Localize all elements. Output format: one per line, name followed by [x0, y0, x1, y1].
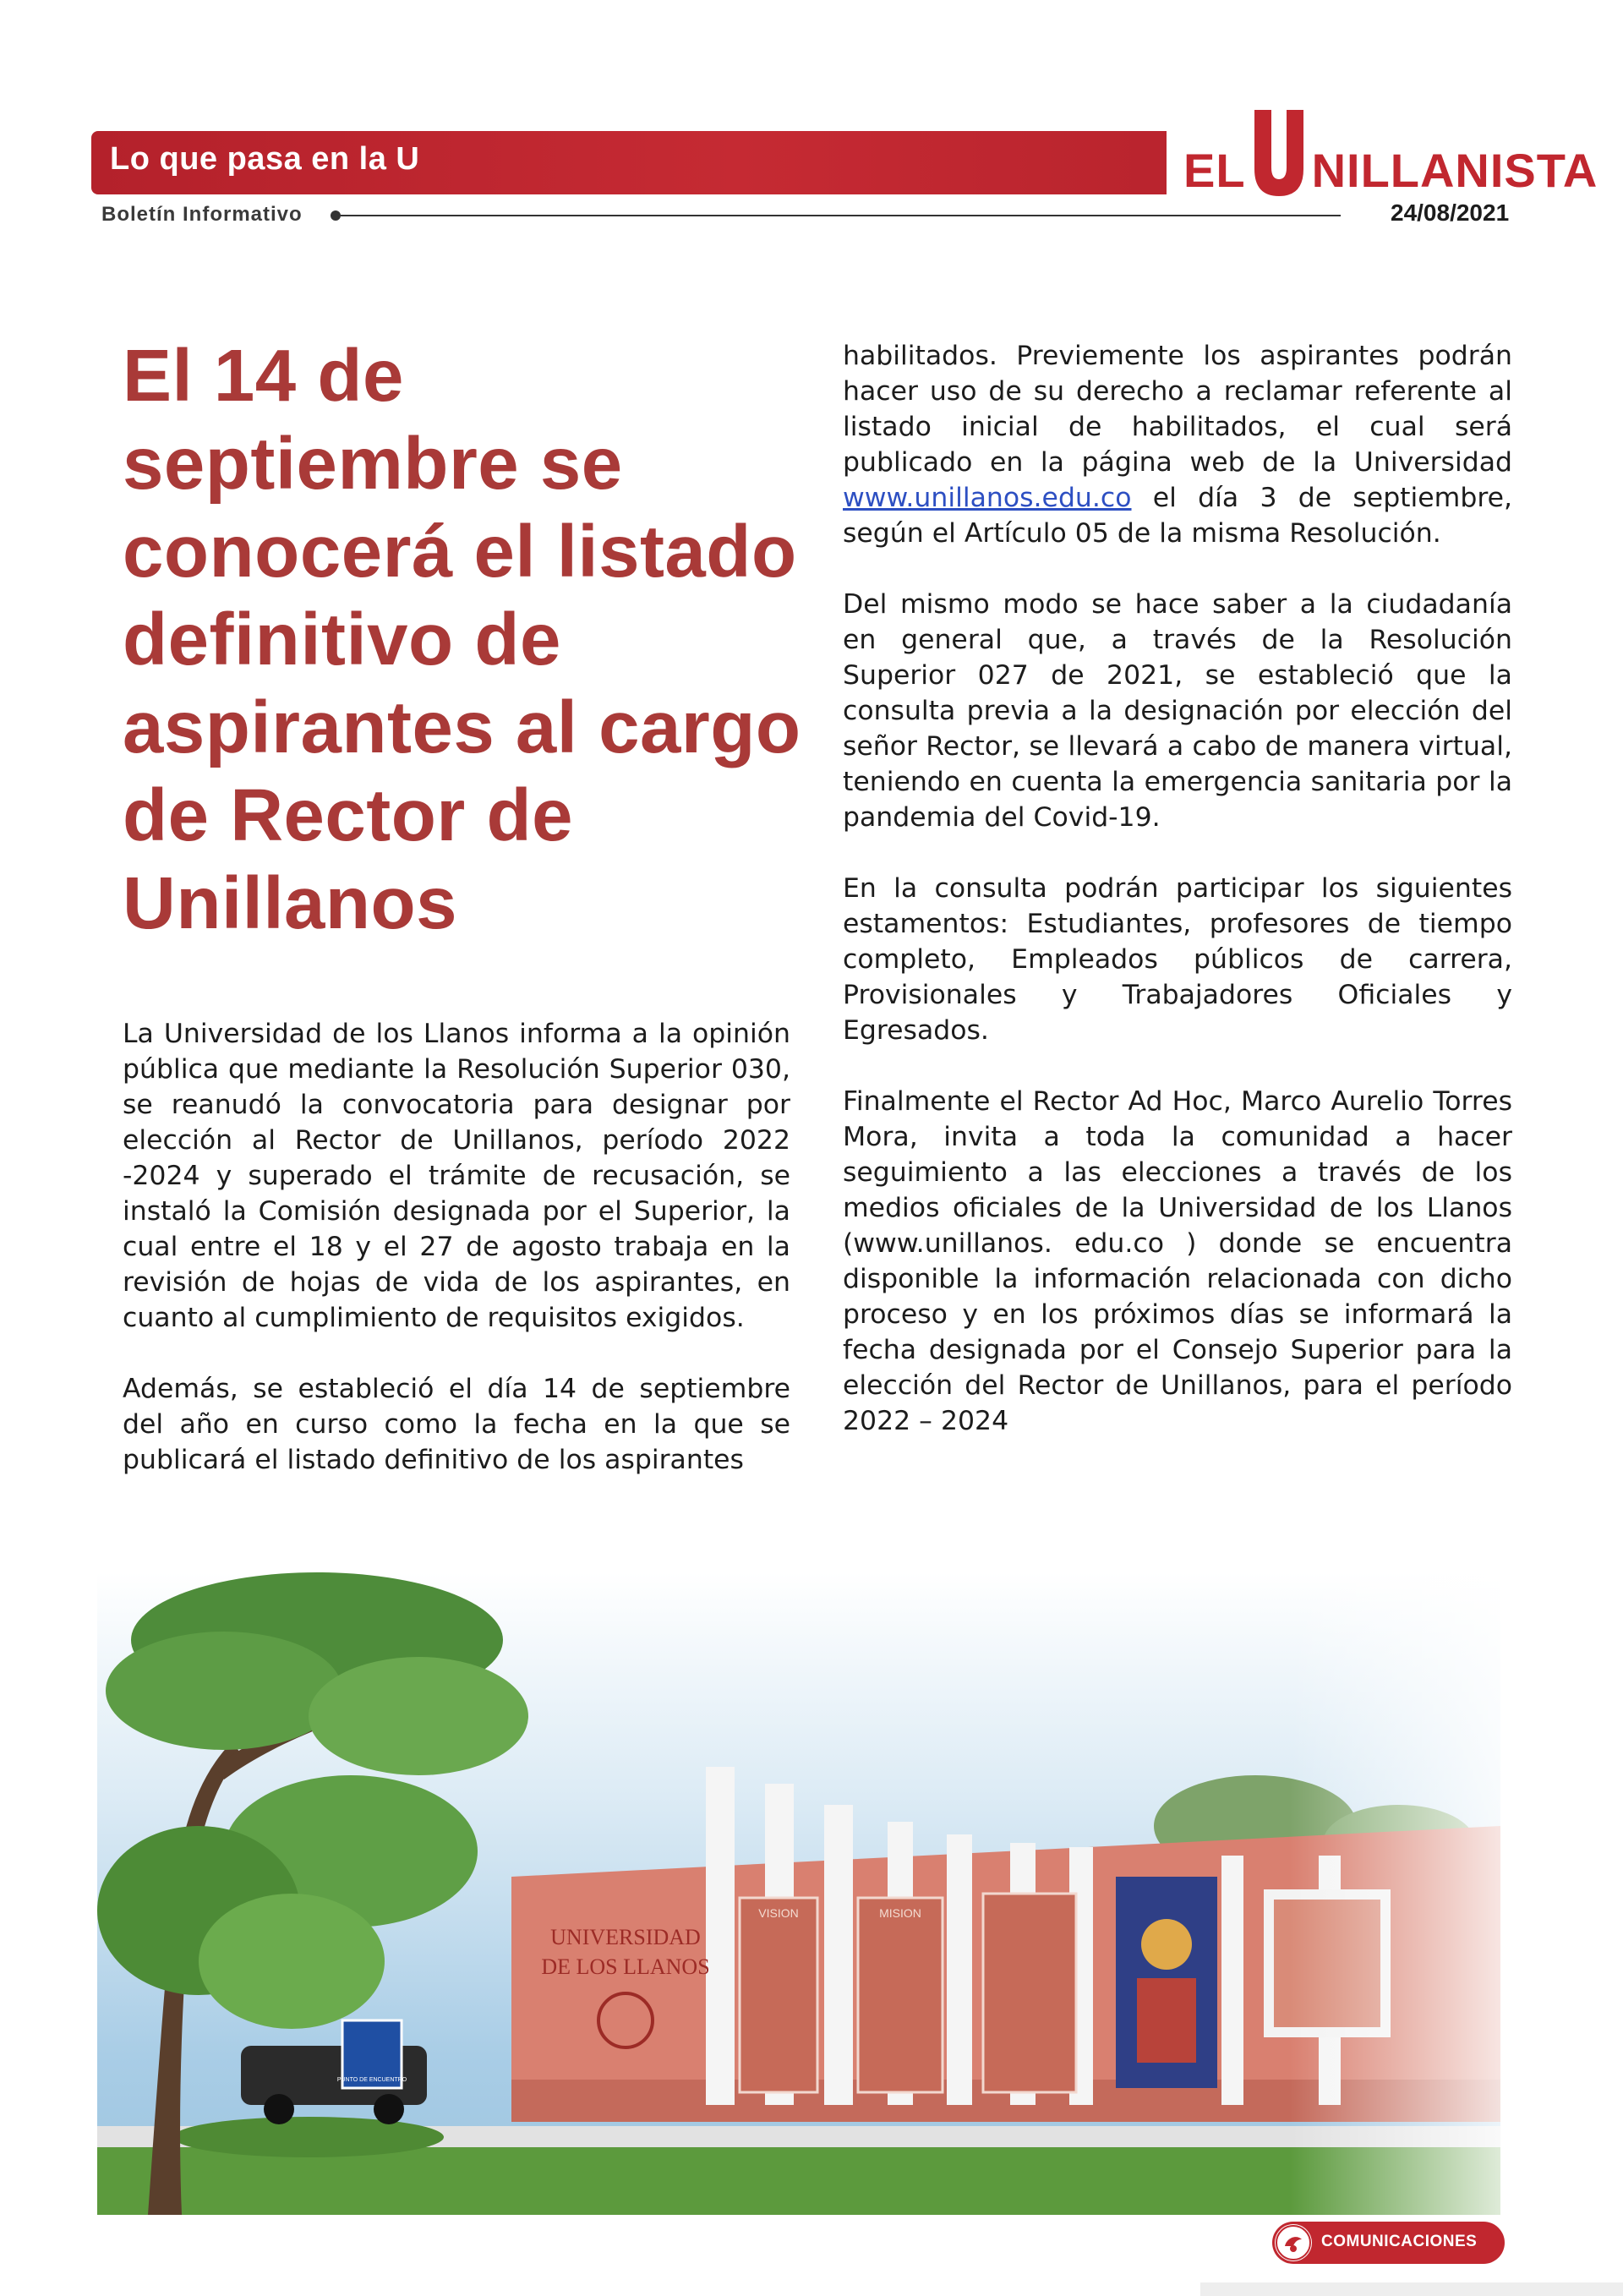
article-paragraph	[843, 338, 1512, 551]
article-paragraph: En la consulta podrán participar los siguientes estamentos: Estudiantes, profesores de tiempo completo, Empleados públicos de carrera, Provisionales y Trabajadores Oficiales y Egresados.	[843, 873, 1512, 1046]
university-website-link[interactable]: www.unillanos.edu.co	[843, 483, 1132, 513]
comunicaciones-badge	[1272, 2222, 1505, 2264]
article-paragraph: Finalmente el Rector Ad Hoc, Marco Aurelio Torres Mora, invita a toda la comunidad a hacer seguimiento a las elecciones a través de los medios oficiales de la Universidad de los Llanos (www.unillanos. edu.co ) donde se encuentra disponible la información relacionada con dicho proceso y en los próximos días se informará la fecha designada por el Consejo Superior para la elección del Rector de Unillanos, para el período 2022 – 2024	[843, 1086, 1512, 1436]
section-title: Lo que pasa en la U	[110, 141, 420, 177]
issue-date: 24/08/2021	[1391, 200, 1510, 226]
page-corner-shade	[1200, 2282, 1623, 2296]
logo-text-right: NILLANISTA	[1311, 144, 1598, 197]
comunicaciones-label: COMUNICACIONES	[1321, 2233, 1478, 2250]
right-fade	[97, 1572, 1500, 2215]
campus-photo	[97, 1572, 1500, 2215]
subtitle-dot	[331, 210, 341, 221]
el-unillanista-logo	[1183, 127, 1598, 197]
article-right-column	[843, 338, 1512, 1439]
logo-u-icon	[1251, 108, 1307, 200]
paragraph-text: el día 3 de septiembre, según el Artículo 05 de la misma Resolución.	[843, 483, 1512, 549]
article-paragraph: Del mismo modo se hace saber a la ciudadanía en general que, a través de la Resolución Superior 027 de 2021, se estableció que la consulta previa a la designación por elección del señor Rector, se llevará a cabo de manera virtual, teniendo en cuenta la emergencia sanitaria por la pandemia del Covid-19.	[843, 589, 1512, 833]
article-left-column	[123, 1016, 790, 1478]
logo-text-left: EL	[1183, 144, 1246, 197]
article-paragraph: La Universidad de los Llanos informa a la opinión pública que mediante la Resolución Superior 030, se reanudó la convocatoria para designar por elección al Rector de Unillanos, período 2022 -2024 y superado el trámite de recusación, se instaló la Comisión designada por el Superior, la cual entre el 18 y el 27 de agosto trabaja en la revisión de hojas de vida de los aspirantes, en cuanto al cumplimiento de requisitos exigidos.	[123, 1019, 790, 1333]
subtitle-rule	[341, 215, 1341, 216]
article-paragraph: Además, se estableció el día 14 de septiembre del año en curso como la fecha en la que se publicará el listado definitivo de los aspirantes	[123, 1374, 790, 1475]
bulletin-subtitle: Boletín Informativo	[101, 203, 303, 226]
comunicaciones-logo-icon	[1275, 2224, 1312, 2261]
article-headline: El 14 de septiembre se conocerá el listado definitivo de aspirantes al cargo de Rector de Unillanos	[123, 335, 801, 944]
paragraph-text: habilitados. Previemente los aspirantes podrán hacer uso de su derecho a reclamar referente al listado inicial de habilitados, el cual será publicado en la página web de la Universidad	[843, 341, 1512, 478]
